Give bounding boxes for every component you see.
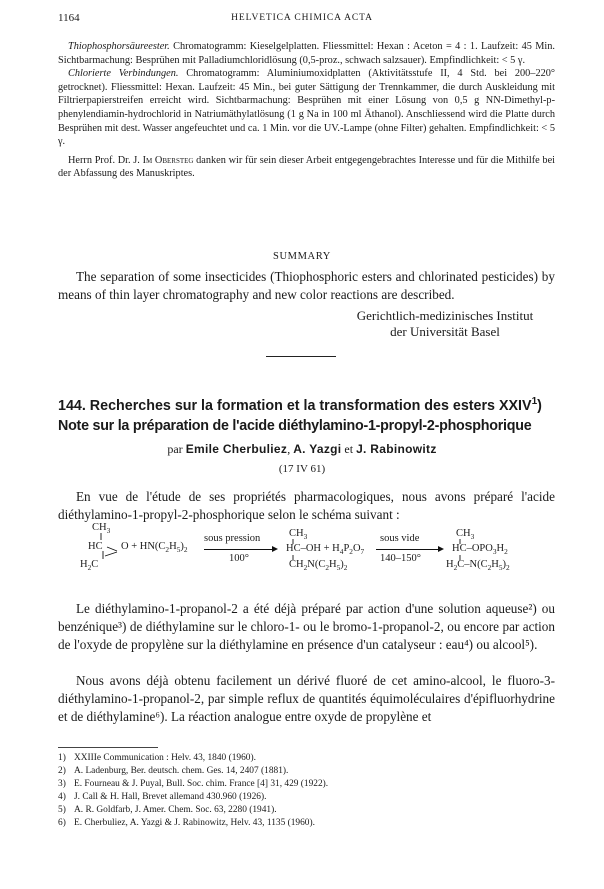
arrow1-condition-top: sous pression	[204, 533, 261, 544]
arrow2-condition-bottom: 140–150°	[380, 553, 421, 564]
intermediate-side-chain: $CH_2N(C_2H_5)_2$	[289, 559, 348, 573]
acknowledgement	[58, 154, 555, 181]
authors-prefix: par	[167, 442, 186, 456]
section-separator	[266, 356, 336, 357]
summary-text: The separation of some insecticides (Thiophosphoric esters and chlorinated pesticides) by means of thin layer chromatography and new color reactions are described.	[58, 269, 555, 302]
footnote-text: E. Fourneau & J. Puyal, Bull. Soc. chim. France [4] 31, 429 (1922).	[74, 779, 329, 789]
method-thiophosphoric-text: Chromatogramm: Kieselgelplatten. Fliessmittel: Hexan : Aceton = 4 : 1. Laufzeit: 45 Min. Sichtbarmachung: Besprühen mit Palladiumchloridlösung (0,5-proz., schwach salzsauer). Empfindlichkeit: < 5 γ.	[58, 41, 555, 66]
footnote	[58, 778, 558, 791]
intro-paragraph: En vue de l'étude de ses propriétés pharmacologiques, nous avons préparé l'acide diéthylamino-1-propyl-2-phosphorique selon le schéma suivant :	[58, 489, 555, 522]
footnote-text: XXIIIe Communication : Helv. 43, 1840 (1960).	[74, 753, 256, 763]
reaction-scheme	[0, 522, 604, 592]
footnote	[58, 765, 558, 778]
body-paragraph-fluoro: Nous avons déjà obtenu facilement un dérivé fluoré de cet amino-alcool, le fluoro-3-diéthylamino-1-propanol-2, par simple reflux de quantités équimoléculaires d'épifluorhydrine et de diéthylamine⁶). La réaction analogue entre oxyde de propylène et	[58, 673, 555, 724]
institute-line-1: Gerichtlich-medizinisches Institut	[356, 308, 534, 323]
arrow1-condition-bottom: 100°	[229, 553, 249, 564]
footnote	[58, 817, 558, 830]
intermediate-bonds	[291, 539, 295, 563]
footnote-mark: 3)	[58, 779, 66, 789]
running-header	[0, 12, 604, 28]
body-paragraph-preparation: Le diéthylamino-1-propanol-2 a été déjà préparé par action d'une solution aqueuse²) ou benzénique³) de diéthylamine sur le chloro-1- ou le bromo-1-propanol-2, ou encore par action de l'oxyde de propylène sur la diéthylamine en présence d'un catalyseur : eau⁴) ou alcool⁵).	[58, 601, 555, 652]
method-chlorinated-title: Chlorierte Verbindungen.	[68, 68, 179, 80]
article-title-line-1: 144. Recherches sur la formation et la transformation des esters XXIV$^1$)	[58, 396, 542, 414]
reaction-arrow-1	[204, 549, 276, 550]
article-title-footnote-mark: 1	[531, 396, 538, 408]
methods-paragraphs	[58, 40, 555, 181]
footnote-mark: 4)	[58, 792, 66, 802]
article-authors: par Emile Cherbuliez, A. Yazgi et J. Rabinowitz	[167, 442, 437, 456]
journal-name: HELVETICA CHIMICA ACTA	[231, 13, 373, 23]
footnote	[58, 791, 558, 804]
article-title-text-1: 144. Recherches sur la formation et la transformation des esters XXIV	[58, 398, 532, 414]
acknowledgement-start: Herrn Prof. Dr. J.	[68, 154, 143, 166]
author-yazgi: A. Yazgi	[293, 442, 342, 456]
product-side-chain: $H_2C-N(C_2H_5)_2$	[446, 559, 510, 573]
page-number: 1164	[58, 12, 80, 24]
institute-line-2: der Universität Basel	[390, 324, 500, 339]
intermediate-ch3: $CH_3$	[289, 528, 308, 542]
acknowledgement-end: danken wir für sein dieser Arbeit entgegengebrachtes Interesse und für die Mithilfe bei der Abfassung des Manuskriptes.	[58, 154, 556, 180]
footnote-mark: 5)	[58, 805, 66, 815]
footnote	[58, 804, 558, 817]
reactant-h2c: $H_2C$	[80, 559, 99, 573]
footnote-text: E. Cherbuliez, A. Yazgi & J. Rabinowitz, Helv. 43, 1135 (1960).	[74, 818, 315, 828]
product-ch3: $CH_3$	[456, 528, 475, 542]
footnote-text: J. Call & H. Hall, Brevet allemand 430.960 (1926).	[74, 792, 267, 802]
footnote-mark: 2)	[58, 766, 66, 776]
footnote-mark: 1)	[58, 753, 66, 763]
institute-affiliation	[320, 308, 570, 340]
product-main: $HC-OPO_3H_2$	[452, 543, 508, 557]
arrow2-condition-top: sous vide	[380, 533, 420, 544]
method-thiophosphoric-title: Thiophosphorsäureester.	[68, 41, 170, 52]
footnote	[58, 752, 558, 765]
method-chlorinated-text: Chromatogramm: Aluminiumoxidplatten (Aktivitätsstufe II, 4 Std. bei 200–220° getrocknet). Fliessmittel: Hexan. Laufzeit: 45 Min., bei guter Sättigung der Trennkammer, die durch Auskleidung mit Filtrierpapierstreifen erreicht wird. Sichtbarmachung: Besprühen mit einer Lösung von 0,5 g NN-Dimethyl-p-phenylendiamin-hydrochlorid in Natriumäthylatlösung (1 g Na in 100 ml Äthanol). Anschliessend wird die Platte durch Besprühen mit dest. Wasser angefeuchtet und ca. 1 Min. vor die UV.-Lampe (ohne Filter) gehalten. Empfindlichkeit: < 5 γ.	[58, 68, 556, 148]
authors-and: et	[341, 442, 357, 456]
reactant-amine: $O + HN(C_2H_5)_2$	[121, 541, 188, 555]
footnote-rule	[58, 747, 158, 748]
epoxide-ring-bonds	[97, 533, 123, 563]
footnote-text: A. R. Goldfarb, J. Amer. Chem. Soc. 63, 2280 (1941).	[74, 805, 277, 815]
method-thiophosphoric	[58, 40, 555, 67]
reactant-hc: HC	[88, 541, 103, 552]
article-title-line-2: Note sur la préparation de l'acide diéthylamino-1-propyl-2-phosphorique	[58, 418, 532, 434]
footnotes	[58, 752, 558, 830]
footnote-mark: 6)	[58, 818, 66, 828]
author-cherbuliez: Emile Cherbuliez	[185, 442, 288, 456]
summary-heading: SUMMARY	[273, 251, 331, 262]
reaction-arrow-2	[376, 549, 442, 550]
reactant-ch3: $CH_3$	[92, 522, 111, 536]
footnote-text: A. Ladenburg, Ber. deutsch. chem. Ges. 14, 2407 (1881).	[74, 766, 289, 776]
product-bonds	[458, 539, 462, 563]
received-date: (17 IV 61)	[278, 463, 326, 475]
method-chlorinated	[58, 67, 555, 149]
intermediate-main: $HC-OH + H_4P_2O_7$	[286, 543, 365, 557]
author-rabinowitz: J. Rabinowitz	[356, 442, 437, 456]
acknowledgement-name: Im Obersteg	[142, 154, 194, 166]
